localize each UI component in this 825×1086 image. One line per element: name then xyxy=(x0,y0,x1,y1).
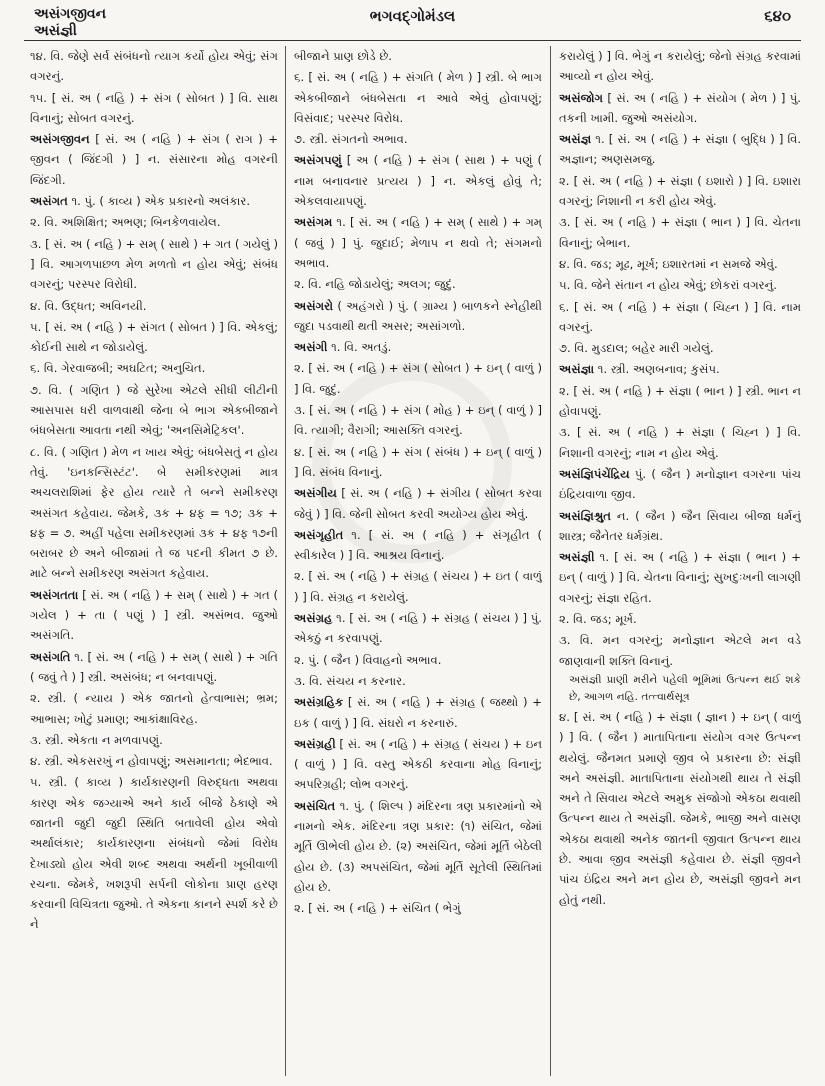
definition-text: ૪. વિ. જડ; મૂઢ, મૂર્ખ; ઇશારતમાં ન સમજે એવું. xyxy=(559,256,778,271)
dictionary-entry xyxy=(559,46,801,87)
page-number: ૬૪૦ xyxy=(764,7,791,25)
column-divider xyxy=(550,46,551,1076)
definition-text: ૫. સ્ત્રી. ( કાવ્ય ) કાર્યકારણની વિરુદ્ધતા અથવા કારણ એક જગ્યાએ અને કાર્ય બીજે ઠેકાણે એ જાતની જુદી જુદી સ્થિતિ બતાવેલી હોય એવો અર્થાલંકાર; કાર્યકારણના સંબંધનો જેમાં વિરોધ દેખાડ્યો હોય એવી શબ્દ અથવા અર્થની ખૂબીવાળી રચના. જેમકે, ખશરૂપી સર્પની લોકોના પ્રાણ હરણ કરવાની વિચિત્રતા જુઓ. તે એકના કાનને સ્પર્શ કરે છે ને xyxy=(30,775,278,932)
dictionary-entry xyxy=(30,234,278,295)
dictionary-entry xyxy=(294,734,542,795)
definition-text: ૧૪. વિ. જેણે સર્વ સંબંધનો ત્યાગ કર્યો હોય એવું; સંગ વગરનું. xyxy=(30,49,278,84)
definition-text: ૧. [ સં. અ ( નહિ ) + સંગ્રહ ( સંચય ) ] પું. એકઠું ન કરવાપણું. xyxy=(294,611,542,646)
dictionary-entry xyxy=(559,297,801,338)
definition-text: ૮. વિ. ( ગણિત ) મેળ ન ખાય એવું; બંધબેસતું ન હોય તેવું. 'ઇનકન્સિસ્ટંટ'. બે સમીકરણમાં માત્ર અચલરાશિમાં ફેર હોય ત્યારે તે બન્ને સમીકરણ અસંગત કહેવાય. જેમકે, ૩ક + ૪ફ = ૧૭; ૩ક + ૪ફ = ૭. અહીં પહેલા સમીકરણમાં ૩ક + ૪ફ ૧૭ની બરાબર છે અને બીજામાં તે જ પદની કીમત ૭ છે. માટે બન્ને સમીકરણ અસંગત કહેવાય. xyxy=(30,444,278,581)
headword: અસંજ્ઞિપંચેંદ્રિય xyxy=(559,466,630,481)
definition-text: ૪. વિ. ઉદ્ધત; અવિનયી. xyxy=(30,298,147,313)
headword: અસંજોગ xyxy=(559,90,603,105)
page-header xyxy=(0,0,825,40)
dictionary-entry xyxy=(294,796,542,897)
dictionary-entry xyxy=(559,381,801,422)
definition-text: પું. ( જૈન ) મનોજ્ઞાન વગરના પાંચ ઇંદ્રિયવાળા જીવ. xyxy=(559,466,801,502)
definition-text: ૧. પું. ( શિલ્પ ) મંદિરના ત્રણ પ્રકારમાંનો એ નામનો એક. મંદિરના ત્રણ પ્રકાર: (૧) સંચિત, જેમાં મૂર્તિ ઊભેલી હોય છે. (૨) અસંચિત, જેમાં મૂર્તિ બેઠેલી હોય છે. (૩) અપસંચિત, જેમાં મૂર્તિ સૂતેલી સ્થિતિમાં હોય છે. xyxy=(294,798,542,894)
definition-text: ૨. સ્ત્રી. ( ન્યાય ) એક જાતનો હેત્વાભાસ; ભ્રમ; આભાસ; ખોટું પ્રમાણ; આકાંક્ષાવિરહ. xyxy=(30,691,278,726)
dictionary-entry xyxy=(559,275,801,295)
definition-text: ૩. [ સં. અ ( નહિ ) + સંજ્ઞા ( ભાન ) ] વિ. ચેતના વિનાનું; બેભાન. xyxy=(559,215,801,250)
definition-text: [ અ ( નહિ ) + સંગ ( સાથ ) + પણું ( નામ બનાવનાર પ્રત્યય ) ] ન. એકલું હોવું તે; એકલવાયાપણું. xyxy=(294,153,542,209)
dictionary-entry xyxy=(294,46,542,66)
dictionary-entry xyxy=(559,171,801,212)
dictionary-entry xyxy=(294,212,542,273)
definition-text: ૧. [ સં. અ ( નહિ ) + સંગૃહીત ( સ્વીકારેલ ) ] વિ. આશ્રય વિનાનું. xyxy=(294,527,542,563)
definition-text: ૨. [ સં. અ ( નહિ ) + સંચિત ( ભેગું xyxy=(294,901,461,916)
dictionary-entry xyxy=(559,88,801,129)
headword: અસંજ્ઞિશ્રુત xyxy=(559,508,611,523)
dictionary-entry xyxy=(559,609,801,629)
headword: અસંગત xyxy=(30,194,68,209)
definition-text: ૧૫. [ સં. અ ( નહિ ) + સંગ ( સોબત ) ] વિ. સાથ વિનાનું; સોબત વગરનું. xyxy=(30,90,278,125)
headword: અસંગતતા xyxy=(30,587,79,602)
definition-text: ૪. [ સં. અ ( નહિ ) + સંગ ( સંબંધ ) + ઇન્ ( વાળું ) ] વિ. સંબંધ વિનાનું. xyxy=(294,444,542,479)
dictionary-entry xyxy=(559,422,801,463)
definition-text: ૪. [ સં. અ ( નહિ ) + સંજ્ઞા ( જ્ઞાન ) + ઇન્ ( વાળું ) ] વિ. ( જૈન ) માતાપિતાના સંયોગ વગર ઉત્પન્ન થયેલું. જૈનમત પ્રમાણે જીવ બે પ્રકારના છે: સંજ્ઞી અને અસંજ્ઞી. માતાપિતાના સંયોગથી થાય તે સંજ્ઞી અને તે સિવાય એટલે અમુક સંજોગો એકઠા થવાથી ઉત્પન્ન થાય તે અસંજ્ઞી. જેમકે, ભાજી અને વાસણ એકઠા થવાથી અનેક જાતની જીવાત ઉત્પન્ન થાય છે. આવા જીવ અસંજ્ઞી કહેવાય છે. સંજ્ઞી જીવને પાંચ ઇંદ્રિય અને મન હોય છે, અસંજ્ઞી જીવને મન હોતું નથી. xyxy=(559,709,801,907)
dictionary-entry xyxy=(294,274,542,294)
definition-text: ૭. વિ. ( ગણિત ) જે સુરેખા એટલે સીધી લીટીની આસપાસ ધરી વાળવાથી જેના બે ભાગ એકબીજાને બંધબેસતા આવતા નથી એવું; 'અનસિમેટ્રિકલ'. xyxy=(30,382,278,438)
dictionary-entry xyxy=(294,671,542,691)
column-1 xyxy=(30,46,278,1076)
definition-text: ૫. વિ. જેને સંતાન ન હોય એવું; છોકરાં વગરનું. xyxy=(559,278,777,293)
dictionary-entry xyxy=(30,88,278,129)
definition-text: ૨. [ સં. અ ( નહિ ) + સંજ્ઞા ( ભાન ) ] સ્ત્રી. ભાન ન હોવાપણું. xyxy=(559,383,801,419)
headword: અસંગીય xyxy=(294,486,337,501)
definition-text: [ સં. અ ( નહિ ) + સંગીય ( સોબત કરવા જેવું ) ] વિ. જેની સોબત કરવી અયોગ્ય હોય એવું. xyxy=(294,486,542,521)
headword: અસંગપણું xyxy=(294,153,342,168)
definition-text: [ સં. અ ( નહિ ) + સંગ્રહ ( સંચય ) + ઇન ( વાળું ) ] વિ. વસ્તુ એકઠી કરવાના મોહ વિનાનું; અપરિગ્રહી; લોભ વગરનું. xyxy=(294,736,542,792)
dictionary-entry xyxy=(30,129,278,190)
headword: અસંજ્ઞ xyxy=(559,132,592,147)
dictionary-entry xyxy=(30,46,278,87)
definition-text: ૩. [ સં. અ ( નહિ ) + સમ્ ( સાથે ) + ગત ( ગયેલું ) ] વિ. આગળપાછળ મેળ મળતો ન હોય એવું; સંબંધ વગરનું; પરસ્પર વિરોધી. xyxy=(30,236,278,292)
definition-text: ૨. વિ. નહિ જોડાયેલું; અલગ; જુદું. xyxy=(294,277,456,292)
dictionary-entry xyxy=(30,772,278,934)
dictionary-entry xyxy=(294,150,542,211)
dictionary-entry xyxy=(30,688,278,729)
headword: અસંગમ xyxy=(294,215,333,230)
definition-text: ૨. પું. ( જૈન ) વિવાહનો અભાવ. xyxy=(294,652,442,667)
quotation xyxy=(559,672,801,706)
definition-text: [ સં. અ ( નહિ ) + સંગ્રહ ( જથ્થો ) + ઇક ( વાળું ) ] વિ. સંઘરો ન કરનારું. xyxy=(294,695,542,730)
dictionary-entry xyxy=(294,296,542,337)
definition-text: ૩. વિ. સંચય ન કરનાર. xyxy=(294,673,406,688)
dictionary-entry xyxy=(559,506,801,547)
guide-word-first: અસંગજીવન xyxy=(34,6,107,22)
definition-text: ૧. [ સં. અ ( નહિ ) + સંજ્ઞા ( બુદ્ધિ ) ] વિ. અજ્ઞાન; અણસમજુ. xyxy=(559,132,801,167)
headword: અસંચિત xyxy=(294,798,336,813)
definition-text: ૭. સ્ત્રી. સંગતનો અભાવ. xyxy=(294,132,408,147)
dictionary-entry xyxy=(294,337,542,357)
definition-text: કરાયેલું ) ] વિ. ભેગું ન કરાયેલું; જેનો સંગ્રહ કરવામાં આવ્યો ન હોય એવું. xyxy=(559,49,801,84)
definition-text: ૭. વિ. મુડદાલ; બહેર મારી ગયેલું. xyxy=(559,341,714,356)
definition-text: ૩. [ સં. અ ( નહિ ) + સંજ્ઞા ( ચિહ્ન ) ] વિ. નિશાની વગરનું; નામ ન હોય એવું. xyxy=(559,425,801,460)
dictionary-entry xyxy=(30,442,278,584)
definition-text: ૬. વિ. ગેરવાજબી; અઘટિત; અનુચિત. xyxy=(30,361,206,376)
headword: અસંગતિ xyxy=(30,649,71,664)
guide-word-last: અસંજ્ઞી xyxy=(34,23,77,39)
definition-text: ૨. [ સં. અ ( નહિ ) + સંગ્રહ ( સંચય ) + ઇત ( વાળું ) ] વિ. સંગ્રહ ન કરાયેલું. xyxy=(294,569,542,604)
dictionary-entry xyxy=(294,483,542,524)
dictionary-entry xyxy=(559,212,801,253)
dictionary-entry xyxy=(294,608,542,649)
definition-text: ( અહંગરો ) પું. ( ગ્રામ્ય ) બાળકને સ્નેહીથી જુદા પડવાથી થતી અસર; અસાંગળો. xyxy=(294,298,542,333)
dictionary-entry xyxy=(294,358,542,399)
dictionary-entry xyxy=(30,730,278,750)
definition-text: ૩. વિ. મન વગરનું; મનોજ્ઞાન એટલે મન વડે જાણવાની શક્તિ વિનાનું. xyxy=(559,633,801,668)
dictionary-entry xyxy=(559,707,801,910)
definition-text: બીજાને પ્રાણ છોડે છે. xyxy=(294,49,392,63)
dictionary-entry xyxy=(294,67,542,128)
dictionary-entry xyxy=(294,898,542,918)
dictionary-entry xyxy=(30,585,278,646)
headword: અસંગૃહીત xyxy=(294,527,344,542)
dictionary-entry xyxy=(30,191,278,211)
definition-text: અસંજ્ઞી પ્રાણી મરીને પહેલી ભૂમિમાં ઉત્પન્ન થઈ શકે છે, આગળ નહિ. તત્ત્વાર્થસૂત્ર xyxy=(569,673,801,703)
dictionary-entry xyxy=(294,566,542,607)
dictionary-entry xyxy=(559,464,801,505)
dictionary-entry xyxy=(294,692,542,733)
definition-text: ૧. [ સં. અ ( નહિ ) + સમ્ ( સાથે ) + ગમ્ ( જવું ) ] પું. જુદાઈ; મેળાપ ન થવો તે; સંગમનો અભાવ. xyxy=(294,215,542,270)
definition-text: ૧. પું. ( કાવ્ય ) એક પ્રકારનો અલંકાર. xyxy=(67,194,251,209)
dictionary-entry xyxy=(30,296,278,316)
headword: અસંગી xyxy=(294,340,328,355)
definition-text: [ સં. અ ( નહિ ) + સંગ ( રાગ ) + જીવન ( જિંદગી ) ] ન. સંસારના મોહ વગરની જિંદગી. xyxy=(30,132,278,187)
definition-text: ૨. વિ. અશિક્ષિત; અભણ; બિનકેળવાયેલ. xyxy=(30,215,221,230)
definition-text: ૫. [ સં. અ ( નહિ ) + સંગત ( સોબત ) ] વિ. એકલું; કોઈની સાથે ન જોડાયેલું. xyxy=(30,319,278,355)
definition-text: ૩. સ્ત્રી. એકતા ન મળવાપણું. xyxy=(30,732,163,747)
definition-text: ન. ( જૈન ) જૈન સિવાય બીજા ધર્મનું શાસ્ત્ર; જૈનેતર ધર્મગ્રંથ. xyxy=(559,508,801,543)
dictionary-entry xyxy=(30,647,278,688)
headword: અસંજ્ઞા xyxy=(559,362,595,377)
dictionary-entry xyxy=(294,442,542,483)
dictionary-entry xyxy=(30,212,278,232)
definition-text: ૪. સ્ત્રી. એકસરખું ન હોવાપણું; અસમાનતા; ભેદભાવ. xyxy=(30,754,273,769)
definition-text: ૨. [ સં. અ ( નહિ ) + સંગ ( સોબત ) + ઇન્ ( વાળું ) ] વિ. જુદું. xyxy=(294,361,542,396)
dictionary-entry xyxy=(30,380,278,441)
definition-text: [ સં. અ ( નહિ ) + સંયોગ ( મેળ ) ] પું. તકની ખામી. જુઓ અસંયોગ. xyxy=(559,90,801,125)
dictionary-entry xyxy=(294,400,542,441)
definition-text: ૬. [ સં. અ ( નહિ ) + સંગતિ ( મેળ ) ] સ્ત્રી. બે ભાગ એકબીજાને બંધબેસતા ન આવે એવું હોવાપણું; વિસંવાદ; પરસ્પર વિરોધ. xyxy=(294,70,542,125)
dictionary-entry xyxy=(30,317,278,358)
dictionary-entry xyxy=(294,525,542,566)
dictionary-entry xyxy=(559,254,801,274)
dictionary-entry xyxy=(559,359,801,379)
column-divider xyxy=(285,46,286,1076)
headword: અસંગ્રહી xyxy=(294,736,336,751)
definition-text: [ સં. અ ( નહિ ) + સમ્ ( સાથે ) + ગત ( ગયેલ ) + તા ( પણું ) ] સ્ત્રી. અસંભવ. જુઓ અસંગતિ. xyxy=(30,587,278,643)
definition-text: ૨. વિ. જડ; મૂર્ખ. xyxy=(559,612,637,627)
column-2 xyxy=(294,46,542,1076)
book-title: ભગવદ્ગોમંડલ xyxy=(369,7,456,25)
definition-text: ૧. [ સં. અ ( નહિ ) + સમ્ ( સાથે ) + ગતિ ( જવું તે ) ] સ્ત્રી. અસંબંધ; ન બનવાપણું. xyxy=(30,649,278,684)
dictionary-entry xyxy=(30,751,278,771)
dictionary-entry xyxy=(559,129,801,170)
headword: અસંજ્ઞી xyxy=(559,550,595,565)
dictionary-entry xyxy=(30,358,278,378)
headword: અસંગરો xyxy=(294,298,333,313)
headword: અસંગ્રહિક xyxy=(294,695,344,710)
headword: અસંગજીવન xyxy=(30,132,90,147)
dictionary-entry xyxy=(559,630,801,671)
definition-text: ૧. વિ. અતડું. xyxy=(327,340,392,355)
definition-text: ૬. [ સં. અ ( નહિ ) + સંજ્ઞા ( ચિહ્ન ) ] વિ. નામ વગરનું. xyxy=(559,299,801,334)
dictionary-entry xyxy=(294,129,542,149)
header-rule xyxy=(24,40,801,41)
dictionary-entry xyxy=(294,650,542,670)
headword: અસંગ્રહ xyxy=(294,611,333,626)
dictionary-entry xyxy=(559,338,801,358)
column-3 xyxy=(559,46,801,1076)
dictionary-entry xyxy=(559,547,801,608)
definition-text: ૩. [ સં. અ ( નહિ ) + સંગ ( મોહ ) + ઇન્ ( વાળું ) ] વિ. ત્યાગી; વૈરાગી; આસક્તિ વગરનું. xyxy=(294,403,542,438)
definition-text: ૨. [ સં. અ ( નહિ ) + સંજ્ઞા ( ઇશારો ) ] વિ. ઇશારા વગરનું; નિશાની ન કરી હોય એવું. xyxy=(559,173,801,209)
definition-text: ૧. [ સં. અ ( નહિ ) + સંજ્ઞા ( ભાન ) + ઇન્ ( વાળું ) ] વિ. ચેતના વિનાનું; સુખદુઃખની લાગણી વગરનું; સંજ્ઞા રહિત. xyxy=(559,550,801,605)
definition-text: ૧. સ્ત્રી. અણબનાવ; કુસંપ. xyxy=(594,362,720,377)
